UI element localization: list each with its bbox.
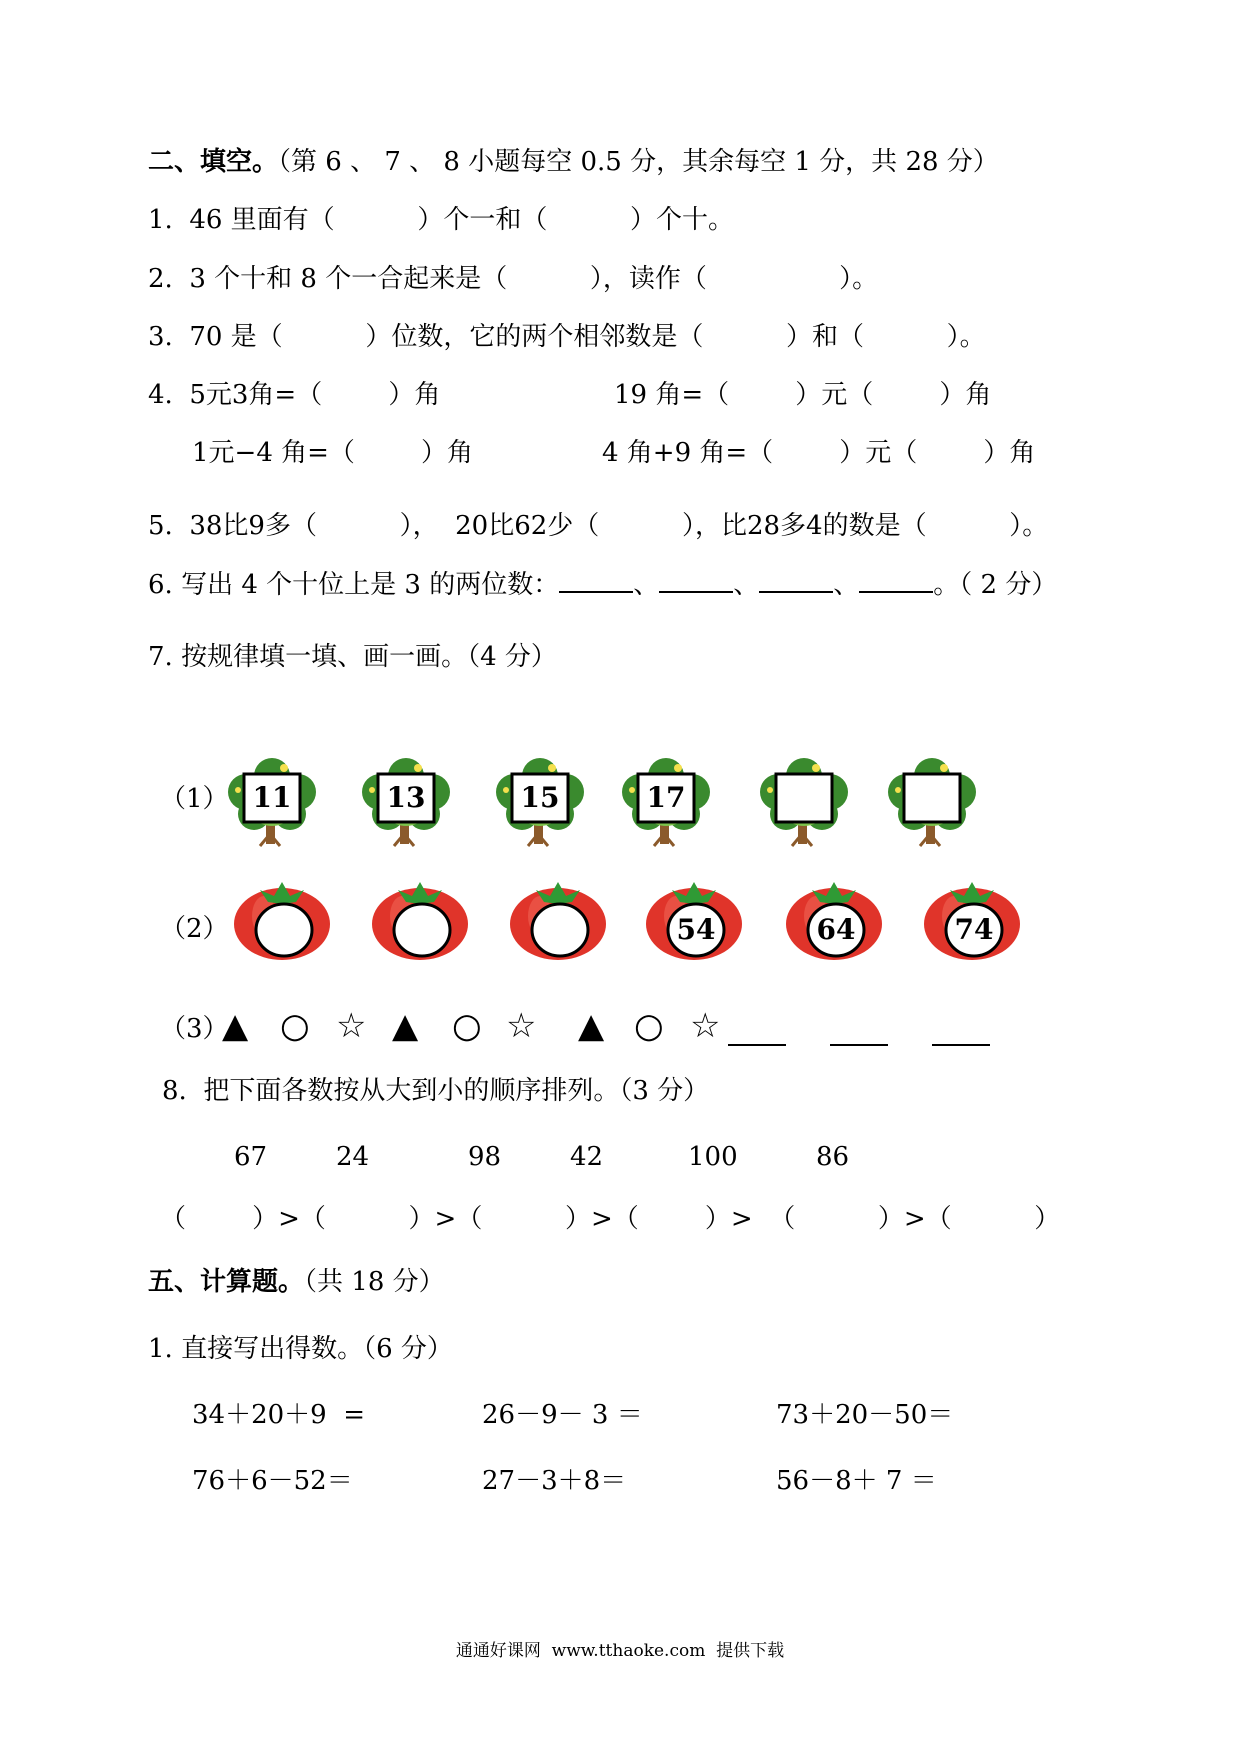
tree-picture[interactable] (756, 756, 852, 852)
tomato-number (394, 904, 450, 956)
number-item: 67 (234, 1142, 268, 1172)
question-5: 5. 38比9多（ ）， 20比62少（ ），比28多4的数是（ ）。 (148, 511, 1049, 541)
tree-picture[interactable] (884, 756, 980, 852)
order-answer-line: （ ）>（ ）>（ ）>（ ）> （ ）>（ ） (160, 1204, 1061, 1234)
tomato-number: 74 (954, 913, 994, 946)
question-4d: 4 角+9 角=（ ）元（ ）角 (602, 438, 1036, 468)
tomato-number: 64 (816, 913, 856, 946)
footer-credit: 通通好课网 www.tthaoke.com 提供下载 (455, 1641, 785, 1661)
tree-picture (224, 756, 320, 852)
tree-number: 13 (386, 781, 426, 814)
number-item: 100 (688, 1142, 738, 1172)
question-1: 1. 46 里面有（ ）个一和（ ）个十。 (148, 205, 734, 235)
shape-answer-blank[interactable] (932, 1044, 990, 1046)
section-2-heading (148, 145, 999, 179)
tomato-picture (644, 876, 744, 966)
section-2-title: 二、填空。 (148, 147, 279, 177)
answer-blank[interactable] (659, 567, 733, 593)
question-3: 3. 70 是（ ）位数，它的两个相邻数是（ ）和（ ）。 (148, 322, 986, 352)
tree-number: 17 (646, 781, 686, 814)
row-1-label: （1） (160, 784, 229, 814)
question-8: 8. 把下面各数按从大到小的顺序排列。（3 分） (162, 1076, 710, 1106)
tree-picture (492, 756, 588, 852)
tomato-picture[interactable] (508, 876, 608, 966)
row-2-label: （2） (160, 914, 229, 944)
question-6 (148, 567, 1057, 602)
number-item: 86 (816, 1142, 850, 1172)
number-item: 98 (468, 1142, 502, 1172)
tomato-picture[interactable] (232, 876, 332, 966)
calc-item: 76＋6－52＝ (192, 1466, 353, 1496)
tomato-picture (784, 876, 884, 966)
row-3-label: （3） (160, 1014, 229, 1044)
tree-picture (358, 756, 454, 852)
answer-blank[interactable] (559, 567, 633, 593)
question-4b: 19 角=（ ）元（ ）角 (614, 380, 992, 410)
tomato-number: 54 (676, 913, 716, 946)
calc-item: 56－8＋ 7 ＝ (776, 1466, 937, 1496)
tree-picture (618, 756, 714, 852)
number-item: 42 (570, 1142, 604, 1172)
calc-title: 1. 直接写出得数。（6 分） (148, 1334, 453, 1364)
triangle-icon: ▲ (222, 1006, 249, 1046)
answer-blank[interactable] (759, 567, 833, 593)
separator: 、 (833, 570, 860, 600)
tree-number (904, 774, 960, 822)
separator: 、 (633, 570, 660, 600)
star-icon: ☆ (690, 1006, 721, 1046)
question-4a: 4. 5元3角=（ ）角 (148, 380, 441, 410)
tree-number: 11 (252, 781, 292, 814)
question-6-end: 。（ 2 分） (933, 570, 1058, 600)
question-4c: 1元−4 角=（ ）角 (192, 438, 474, 468)
section-5-note: （共 18 分） (304, 1267, 445, 1297)
star-icon: ☆ (506, 1006, 537, 1046)
section-5-heading (148, 1265, 445, 1299)
triangle-icon: ▲ (578, 1006, 605, 1046)
triangle-icon: ▲ (392, 1006, 419, 1046)
circle-icon: ○ (452, 1006, 482, 1046)
answer-blank[interactable] (859, 567, 933, 593)
question-2: 2. 3 个十和 8 个一合起来是（ ），读作（ ）。 (148, 264, 879, 294)
calc-item: 27－3＋8＝ (482, 1466, 627, 1496)
tomato-number (256, 904, 312, 956)
calc-item: 34＋20＋9 = (192, 1400, 366, 1430)
tree-number: 15 (520, 781, 560, 814)
star-icon: ☆ (336, 1006, 367, 1046)
circle-icon: ○ (634, 1006, 664, 1046)
section-5-title: 五、计算题。 (148, 1267, 305, 1297)
question-7: 7. 按规律填一填、画一画。（4 分） (148, 642, 557, 672)
tomato-number (532, 904, 588, 956)
shape-answer-blank[interactable] (830, 1044, 888, 1046)
question-6-text: 6. 写出 4 个十位上是 3 的两位数： (148, 570, 560, 600)
tree-number (776, 774, 832, 822)
number-item: 24 (336, 1142, 370, 1172)
circle-icon: ○ (280, 1006, 310, 1046)
shape-answer-blank[interactable] (728, 1044, 786, 1046)
calc-item: 73＋20－50＝ (776, 1400, 954, 1430)
separator: 、 (733, 570, 760, 600)
section-2-note: （第 6 、 7 、 8 小题每空 0.5 分，其余每空 1 分，共 28 分） (278, 147, 999, 177)
tomato-picture (922, 876, 1022, 966)
tomato-picture[interactable] (370, 876, 470, 966)
calc-item: 26－9－ 3 ＝ (482, 1400, 643, 1430)
